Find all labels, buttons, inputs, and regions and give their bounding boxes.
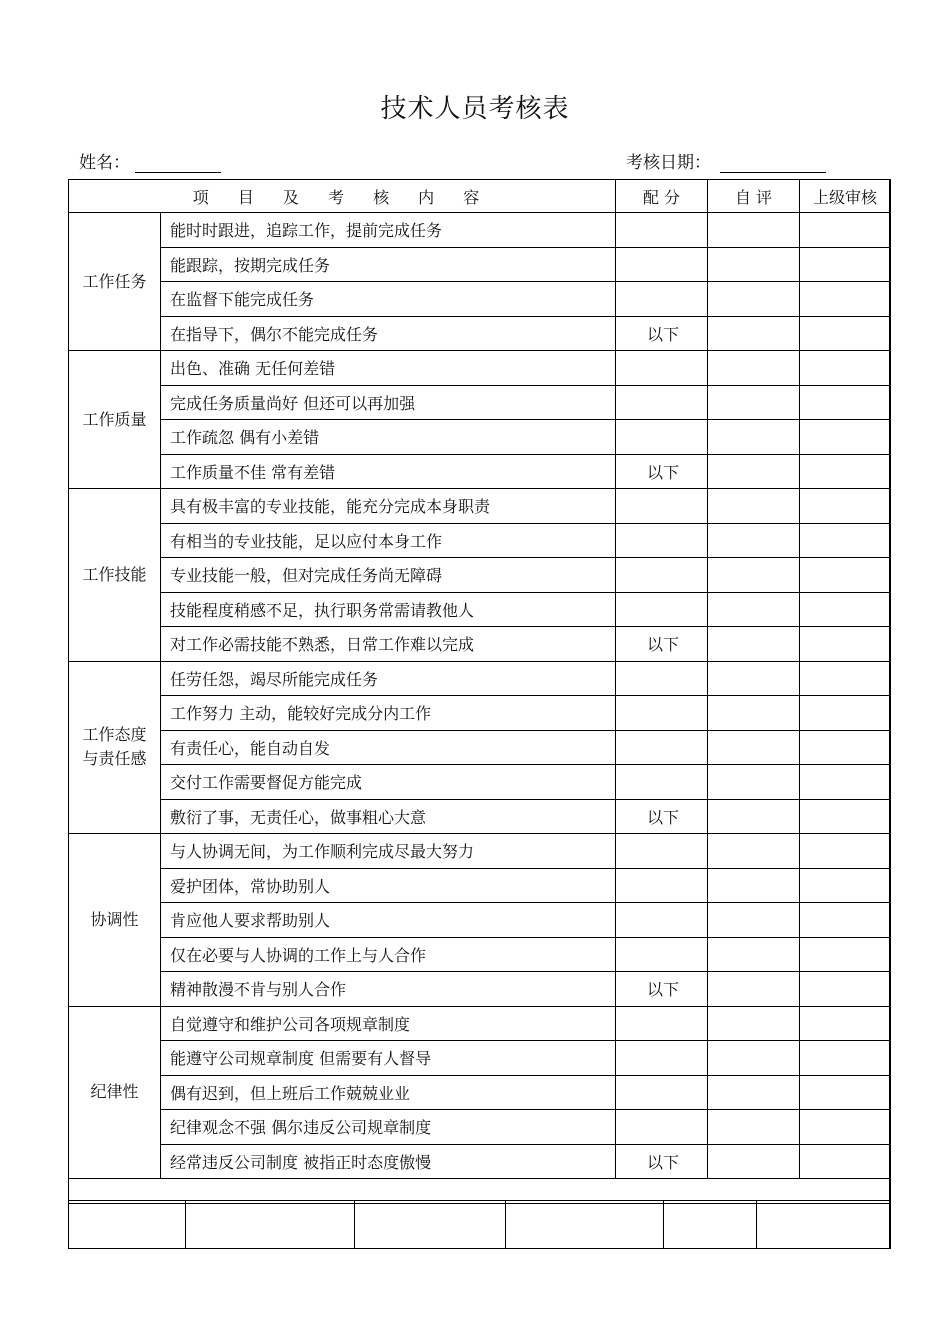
self-eval-column-header: 自 评 xyxy=(708,180,800,213)
self-eval-cell[interactable] xyxy=(708,213,800,248)
table-header-row xyxy=(69,180,891,213)
score-cell xyxy=(616,696,708,731)
criterion-text: 肯应他人要求帮助别人 xyxy=(161,903,616,938)
superior-review-cell[interactable] xyxy=(800,661,891,696)
self-eval-cell[interactable] xyxy=(708,420,800,455)
table-row xyxy=(69,868,891,903)
criterion-text: 能遵守公司规章制度 但需要有人督导 xyxy=(161,1041,616,1076)
score-cell xyxy=(616,420,708,455)
table-row xyxy=(69,247,891,282)
superior-review-cell[interactable] xyxy=(800,1110,891,1145)
score-cell xyxy=(616,489,708,524)
score-cell xyxy=(616,558,708,593)
superior-review-cell[interactable] xyxy=(800,1006,891,1041)
score-cell xyxy=(616,282,708,317)
date-field[interactable] xyxy=(720,172,826,173)
self-eval-cell[interactable] xyxy=(708,765,800,800)
table-row xyxy=(69,385,891,420)
superior-review-cell[interactable] xyxy=(800,1075,891,1110)
score-cell: 以下 xyxy=(616,316,708,351)
self-eval-cell[interactable] xyxy=(708,661,800,696)
score-cell xyxy=(616,213,708,248)
criterion-text: 工作努力 主动，能较好完成分内工作 xyxy=(161,696,616,731)
evaluation-table xyxy=(68,179,891,1204)
signature-cell[interactable] xyxy=(757,1201,891,1249)
table-row xyxy=(69,558,891,593)
table-row xyxy=(69,592,891,627)
superior-review-cell[interactable] xyxy=(800,316,891,351)
self-eval-cell[interactable] xyxy=(708,799,800,834)
signature-row xyxy=(69,1201,891,1249)
criterion-text: 自觉遵守和维护公司各项规章制度 xyxy=(161,1006,616,1041)
self-eval-cell[interactable] xyxy=(708,937,800,972)
self-eval-cell[interactable] xyxy=(708,1144,800,1179)
self-eval-cell[interactable] xyxy=(708,316,800,351)
table-row xyxy=(69,765,891,800)
self-eval-cell[interactable] xyxy=(708,1041,800,1076)
superior-review-cell[interactable] xyxy=(800,213,891,248)
criterion-text: 爱护团体，常协助别人 xyxy=(161,868,616,903)
self-eval-cell[interactable] xyxy=(708,903,800,938)
superior-review-cell[interactable] xyxy=(800,1041,891,1076)
self-eval-cell[interactable] xyxy=(708,1075,800,1110)
score-cell xyxy=(616,385,708,420)
table-row xyxy=(69,489,891,524)
criterion-text: 在监督下能完成任务 xyxy=(161,282,616,317)
score-cell xyxy=(616,661,708,696)
score-cell xyxy=(616,937,708,972)
score-cell xyxy=(616,730,708,765)
table-row xyxy=(69,730,891,765)
table-row xyxy=(69,523,891,558)
criterion-text: 有相当的专业技能，足以应付本身工作 xyxy=(161,523,616,558)
criterion-text: 工作疏忽 偶有小差错 xyxy=(161,420,616,455)
score-cell: 以下 xyxy=(616,1144,708,1179)
superior-review-cell[interactable] xyxy=(800,489,891,524)
score-cell xyxy=(616,1110,708,1145)
criterion-text: 完成任务质量尚好 但还可以再加强 xyxy=(161,385,616,420)
category-discipline: 纪律性 xyxy=(69,1006,161,1179)
table-row xyxy=(69,799,891,834)
table-right-border xyxy=(889,179,891,1249)
table-row xyxy=(69,420,891,455)
self-eval-cell[interactable] xyxy=(708,247,800,282)
score-cell xyxy=(616,765,708,800)
superior-review-cell[interactable] xyxy=(800,558,891,593)
score-cell: 以下 xyxy=(616,627,708,662)
criterion-text: 出色、准确 无任何差错 xyxy=(161,351,616,386)
score-column-header: 配 分 xyxy=(616,180,708,213)
criterion-text: 仅在必要与人协调的工作上与人合作 xyxy=(161,937,616,972)
superior-review-cell[interactable] xyxy=(800,351,891,386)
superior-review-cell[interactable] xyxy=(800,903,891,938)
criterion-text: 对工作必需技能不熟悉，日常工作难以完成 xyxy=(161,627,616,662)
superior-review-cell[interactable] xyxy=(800,937,891,972)
self-eval-cell[interactable] xyxy=(708,558,800,593)
table-row xyxy=(69,903,891,938)
table-row xyxy=(69,213,891,248)
table-row xyxy=(69,1075,891,1110)
self-eval-cell[interactable] xyxy=(708,592,800,627)
score-cell xyxy=(616,247,708,282)
table-row xyxy=(69,834,891,869)
superior-review-cell[interactable] xyxy=(800,799,891,834)
category-attitude-responsibility: 工作态度 与责任感 xyxy=(69,661,161,834)
table-row xyxy=(69,1144,891,1179)
table-row xyxy=(69,316,891,351)
content-column-header: 项 目 及 考 核 内 容 xyxy=(69,180,616,213)
criterion-text: 经常违反公司制度 被指正时态度傲慢 xyxy=(161,1144,616,1179)
table-row xyxy=(69,351,891,386)
criterion-text: 具有极丰富的专业技能，能充分完成本身职责 xyxy=(161,489,616,524)
signature-cell[interactable] xyxy=(355,1201,506,1249)
criterion-text: 交付工作需要督促方能完成 xyxy=(161,765,616,800)
signature-cell[interactable] xyxy=(664,1201,757,1249)
superior-review-cell[interactable] xyxy=(800,247,891,282)
self-eval-cell[interactable] xyxy=(708,1006,800,1041)
name-label: 姓名： xyxy=(79,153,130,173)
table-row xyxy=(69,627,891,662)
table-row xyxy=(69,696,891,731)
score-cell xyxy=(616,903,708,938)
criterion-text: 有责任心，能自动自发 xyxy=(161,730,616,765)
signature-cell[interactable] xyxy=(69,1201,186,1249)
superior-review-cell[interactable] xyxy=(800,385,891,420)
score-cell xyxy=(616,523,708,558)
criterion-text: 技能程度稍感不足，执行职务常需请教他人 xyxy=(161,592,616,627)
category-coordination: 协调性 xyxy=(69,834,161,1007)
criterion-text: 与人协调无间，为工作顺利完成尽最大努力 xyxy=(161,834,616,869)
score-cell: 以下 xyxy=(616,454,708,489)
criterion-text: 能时时跟进，追踪工作，提前完成任务 xyxy=(161,213,616,248)
self-eval-cell[interactable] xyxy=(708,454,800,489)
superior-review-cell[interactable] xyxy=(800,730,891,765)
superior-review-cell[interactable] xyxy=(800,523,891,558)
criterion-text: 敷衍了事，无责任心，做事粗心大意 xyxy=(161,799,616,834)
score-cell xyxy=(616,834,708,869)
self-eval-cell[interactable] xyxy=(708,351,800,386)
self-eval-cell[interactable] xyxy=(708,489,800,524)
superior-review-cell[interactable] xyxy=(800,765,891,800)
signature-cell[interactable] xyxy=(186,1201,355,1249)
superior-review-cell[interactable] xyxy=(800,868,891,903)
self-eval-cell[interactable] xyxy=(708,834,800,869)
category-work-skill: 工作技能 xyxy=(69,489,161,662)
self-eval-cell[interactable] xyxy=(708,1110,800,1145)
self-eval-cell[interactable] xyxy=(708,696,800,731)
score-cell: 以下 xyxy=(616,972,708,1007)
table-row xyxy=(69,972,891,1007)
self-eval-cell[interactable] xyxy=(708,972,800,1007)
score-cell xyxy=(616,351,708,386)
superior-review-cell[interactable] xyxy=(800,420,891,455)
table-row xyxy=(69,282,891,317)
date-label: 考核日期： xyxy=(626,153,711,173)
self-eval-cell[interactable] xyxy=(708,385,800,420)
table-row xyxy=(69,1006,891,1041)
criterion-text: 专业技能一般，但对完成任务尚无障碍 xyxy=(161,558,616,593)
self-eval-cell[interactable] xyxy=(708,730,800,765)
table-row xyxy=(69,661,891,696)
score-cell xyxy=(616,868,708,903)
superior-review-column-header: 上级审核 xyxy=(800,180,891,213)
signature-cell[interactable] xyxy=(506,1201,664,1249)
superior-review-cell[interactable] xyxy=(800,1144,891,1179)
self-eval-cell[interactable] xyxy=(708,627,800,662)
superior-review-cell[interactable] xyxy=(800,834,891,869)
signature-table xyxy=(68,1200,891,1249)
self-eval-cell[interactable] xyxy=(708,868,800,903)
self-eval-cell[interactable] xyxy=(708,282,800,317)
superior-review-cell[interactable] xyxy=(800,592,891,627)
score-cell xyxy=(616,1006,708,1041)
score-cell: 以下 xyxy=(616,799,708,834)
superior-review-cell[interactable] xyxy=(800,972,891,1007)
category-work-quality: 工作质量 xyxy=(69,351,161,489)
page-title: 技术人员考核表 xyxy=(380,94,570,124)
criterion-text: 纪律观念不强 偶尔违反公司规章制度 xyxy=(161,1110,616,1145)
table-row xyxy=(69,1041,891,1076)
criterion-text: 任劳任怨，竭尽所能完成任务 xyxy=(161,661,616,696)
score-cell xyxy=(616,592,708,627)
criterion-text: 在指导下，偶尔不能完成任务 xyxy=(161,316,616,351)
criterion-text: 工作质量不佳 常有差错 xyxy=(161,454,616,489)
table-row xyxy=(69,937,891,972)
table-row xyxy=(69,454,891,489)
superior-review-cell[interactable] xyxy=(800,282,891,317)
criterion-text: 偶有迟到，但上班后工作兢兢业业 xyxy=(161,1075,616,1110)
category-work-task: 工作任务 xyxy=(69,213,161,351)
table-row xyxy=(69,1110,891,1145)
superior-review-cell[interactable] xyxy=(800,696,891,731)
self-eval-cell[interactable] xyxy=(708,523,800,558)
score-cell xyxy=(616,1041,708,1076)
criterion-text: 能跟踪，按期完成任务 xyxy=(161,247,616,282)
criterion-text: 精神散漫不肯与别人合作 xyxy=(161,972,616,1007)
name-field[interactable] xyxy=(135,172,221,173)
superior-review-cell[interactable] xyxy=(800,627,891,662)
superior-review-cell[interactable] xyxy=(800,454,891,489)
score-cell xyxy=(616,1075,708,1110)
